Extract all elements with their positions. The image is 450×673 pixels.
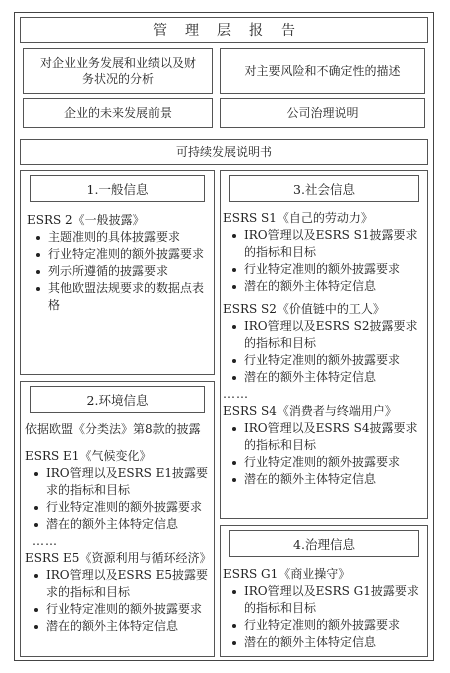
environment-info-header-box — [30, 386, 205, 413]
list-item: IRO管理以及ESRS S1披露要求的指标和目标 — [223, 227, 425, 261]
general-info-header-box — [30, 175, 205, 202]
sustainability-statement-title: 可持续发展说明书 — [175, 145, 272, 159]
management-report-title-box — [20, 17, 428, 43]
general-info-content — [27, 212, 213, 314]
list-item: IRO管理以及ESRS E1披露要求的指标和目标 — [25, 465, 213, 499]
esrs-s4-standard: ESRS S4《消费者与终端用户》 — [223, 404, 397, 418]
bullet-icon — [232, 234, 236, 238]
list-item: IRO管理以及ESRS E5披露要求的指标和目标 — [25, 567, 213, 601]
list-item: 列示所遵循的披露要求 — [27, 263, 213, 280]
governance-info-header-box — [229, 530, 419, 557]
list-item: 行业特定准则的额外披露要求 — [27, 246, 213, 263]
corporate-governance-box — [220, 98, 425, 128]
bullet-icon — [34, 608, 38, 612]
social-info-header-box — [229, 175, 419, 202]
risk-description-box — [220, 48, 425, 94]
bullet-icon — [232, 461, 236, 465]
page-title: 管理层报告 — [153, 23, 313, 39]
list-item: 潜在的额外主体特定信息 — [223, 471, 425, 488]
list-item: 行业特定准则的额外披露要求 — [25, 499, 213, 516]
bullet-icon — [36, 287, 40, 291]
bullet-icon — [34, 506, 38, 510]
business-analysis-text: 对企业业务发展和业绩以及财务状况的分析 — [39, 56, 196, 86]
bullet-icon — [36, 236, 40, 240]
general-info-header: 1.一般信息 — [86, 181, 149, 197]
list-item: 行业特定准则的额外披露要求 — [223, 454, 425, 471]
risk-description-text: 对主要风险和不确定性的描述 — [244, 64, 401, 78]
ellipsis: …… — [32, 534, 58, 548]
sustainability-statement-box — [20, 139, 428, 165]
bullet-icon — [34, 472, 38, 476]
bullet-icon — [232, 325, 236, 329]
bullet-icon — [232, 285, 236, 289]
governance-info-header: 4.治理信息 — [293, 536, 355, 552]
list-item: 潜在的额外主体特定信息 — [223, 278, 425, 295]
list-item: 潜在的额外主体特定信息 — [25, 516, 213, 533]
bullet-icon — [232, 376, 236, 380]
list-item: IRO管理以及ESRS G1披露要求的指标和目标 — [223, 583, 425, 617]
list-item: 其他欧盟法规要求的数据点表格 — [27, 280, 213, 314]
esrs-e5-standard: ESRS E5《资源利用与循环经济》 — [25, 551, 212, 565]
bullet-icon — [34, 574, 38, 578]
list-item: 潜在的额外主体特定信息 — [223, 369, 425, 386]
bullet-icon — [232, 359, 236, 363]
list-item: 行业特定准则的额外披露要求 — [25, 601, 213, 618]
social-info-header: 3.社会信息 — [293, 181, 355, 197]
list-item: 行业特定准则的额外披露要求 — [223, 261, 425, 278]
corporate-governance-text: 公司治理说明 — [286, 106, 359, 120]
bullet-icon — [232, 624, 236, 628]
bullet-icon — [232, 641, 236, 645]
bullet-icon — [232, 427, 236, 431]
list-item: 行业特定准则的额外披露要求 — [223, 617, 425, 634]
esrs-s2-standard: ESRS S2《价值链中的工人》 — [223, 302, 385, 316]
esrs-g1-standard: ESRS G1《商业操守》 — [223, 567, 351, 581]
esrs-e1-standard: ESRS E1《气候变化》 — [25, 449, 152, 463]
list-item: IRO管理以及ESRS S2披露要求的指标和目标 — [223, 318, 425, 352]
bullet-icon — [34, 625, 38, 629]
bullet-icon — [34, 523, 38, 527]
business-analysis-box — [23, 48, 213, 94]
list-item: 行业特定准则的额外披露要求 — [223, 352, 425, 369]
list-item: IRO管理以及ESRS S4披露要求的指标和目标 — [223, 420, 425, 454]
list-item: 主题准则的具体披露要求 — [27, 229, 213, 246]
bullet-icon — [232, 268, 236, 272]
esrs-s1-standard: ESRS S1《自己的劳动力》 — [223, 211, 373, 225]
ellipsis: …… — [223, 387, 249, 401]
taxonomy-disclosure-text: 依据欧盟《分类法》第8款的披露 — [25, 422, 201, 436]
environment-info-content — [25, 421, 213, 635]
bullet-icon — [36, 253, 40, 257]
environment-info-header: 2.环境信息 — [86, 392, 149, 408]
list-item: 潜在的额外主体特定信息 — [223, 634, 425, 651]
governance-info-content — [223, 566, 425, 651]
bullet-icon — [232, 590, 236, 594]
esrs2-standard: ESRS 2《一般披露》 — [27, 213, 145, 227]
bullet-icon — [232, 478, 236, 482]
bullet-icon — [36, 270, 40, 274]
future-prospects-box — [23, 98, 213, 128]
list-item: 潜在的额外主体特定信息 — [25, 618, 213, 635]
future-prospects-text: 企业的未来发展前景 — [63, 106, 172, 120]
social-info-content — [223, 210, 425, 488]
